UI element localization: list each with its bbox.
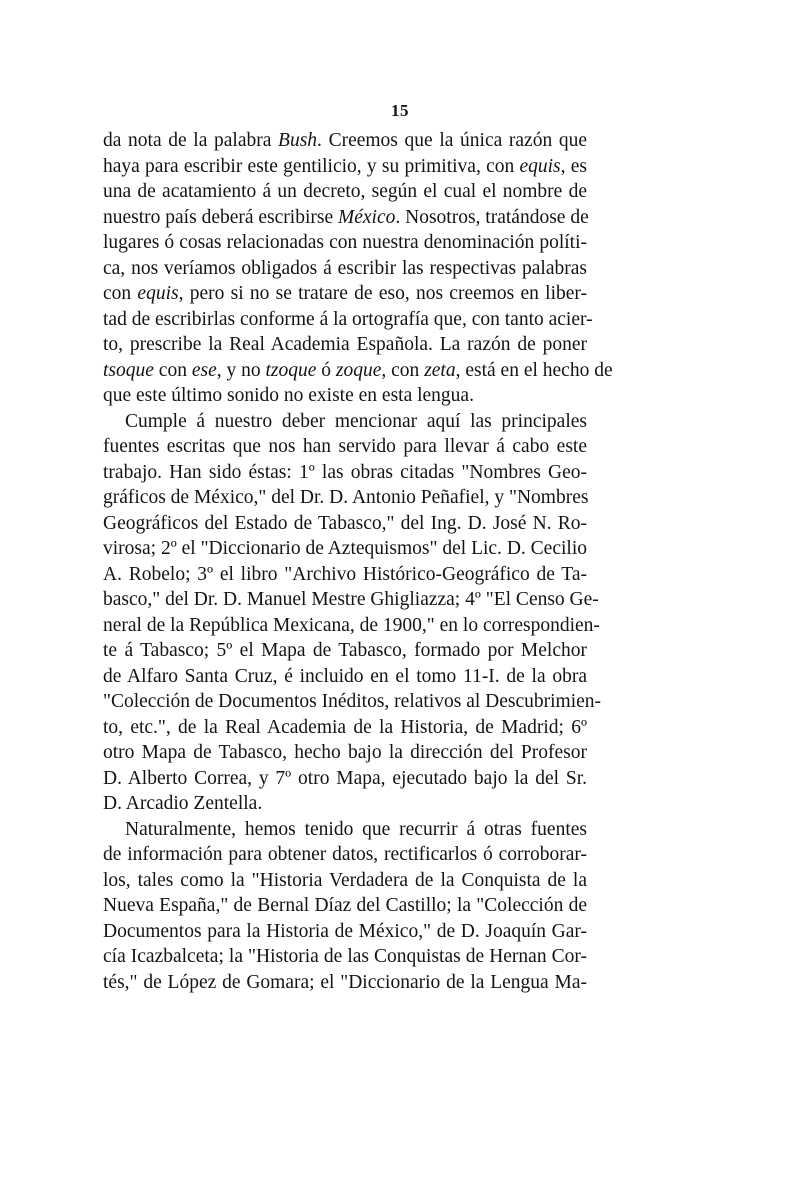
text-line: Documentos para la Historia de México," de D. Joaquín Gar- bbox=[103, 920, 587, 942]
text-line: da nota de la palabra Bush. Creemos que la única razón que bbox=[103, 130, 587, 151]
text-line: tad de escribirlas conforme á la ortografía que, con tanto acier- bbox=[103, 308, 593, 330]
text-line: Geográficos del Estado de Tabasco," del Ing. D. José N. Ro- bbox=[103, 512, 587, 534]
text-line: D. Alberto Correa, y 7º otro Mapa, ejecutado bajo la del Sr. bbox=[103, 767, 587, 789]
text-line: fuentes escritas que nos han servido para llevar á cabo este bbox=[103, 436, 587, 457]
text-line: tsoque con ese, y no tzoque ó zoque, con zeta, está en el hecho de bbox=[103, 359, 613, 381]
paragraph-first-line: Naturalmente, hemos tenido que recurrir á otras fuentes bbox=[125, 818, 587, 840]
text-line: ca, nos veríamos obligados á escribir las respectivas palabras bbox=[103, 257, 587, 279]
text-line: te á Tabasco; 5º el Mapa de Tabasco, formado por Melchor bbox=[103, 640, 587, 661]
text-line: con equis, pero si no se tratare de eso, nos creemos en liber- bbox=[103, 283, 588, 304]
text-line: "Colección de Documentos Inéditos, relativos al Descubrimien- bbox=[103, 691, 602, 712]
paragraph-first-line: Cumple á nuestro deber mencionar aquí las principales bbox=[125, 410, 587, 432]
text-line: to, etc.", de la Real Academia de la Historia, de Madrid; 6º bbox=[103, 716, 587, 738]
text-line: trabajo. Han sido éstas: 1º las obras citadas "Nombres Geo- bbox=[103, 461, 587, 483]
text-line: de información para obtener datos, rectificarlos ó corroborar- bbox=[103, 844, 587, 865]
text-line: D. Arcadio Zentella. bbox=[103, 793, 263, 814]
text-line: haya para escribir este gentilicio, y su primitiva, con equis, es bbox=[103, 155, 588, 177]
text-line: otro Mapa de Tabasco, hecho bajo la dirección del Profesor bbox=[103, 742, 587, 763]
text-line: que este último sonido no existe en esta lengua. bbox=[103, 385, 474, 406]
text-line: nuestro país deberá escribirse México. Nosotros, tratándose de bbox=[103, 206, 589, 228]
page-number: 15 bbox=[391, 101, 409, 120]
text-line: cía Icazbalceta; la "Historia de las Conquistas de Hernan Cor- bbox=[103, 946, 587, 967]
text-line: to, prescribe la Real Academia Española. La razón de poner bbox=[103, 334, 587, 355]
text-line: una de acatamiento á un decreto, según el cual el nombre de bbox=[103, 181, 587, 202]
text-line: los, tales como la "Historia Verdadera de la Conquista de la bbox=[103, 869, 587, 891]
text-line: gráficos de México," del Dr. D. Antonio Peñafiel, y "Nombres bbox=[103, 487, 589, 508]
body-text bbox=[103, 128, 613, 995]
text-line: tés," de López de Gomara; el "Diccionario de la Lengua Ma- bbox=[103, 971, 587, 993]
text-line: lugares ó cosas relacionadas con nuestra denominación políti- bbox=[103, 232, 587, 253]
text-line: de Alfaro Santa Cruz, é incluido en el tomo 11-I. de la obra bbox=[103, 665, 587, 687]
text-line: neral de la República Mexicana, de 1900," en lo correspondien- bbox=[103, 614, 600, 636]
text-line: basco," del Dr. D. Manuel Mestre Ghigliazza; 4º "El Censo Ge- bbox=[103, 589, 599, 610]
text-line: A. Robelo; 3º el libro "Archivo Histórico-Geográfico de Ta- bbox=[103, 563, 587, 585]
text-line: Nueva España," de Bernal Díaz del Castillo; la "Colección de bbox=[103, 895, 587, 916]
text-line: virosa; 2º el "Diccionario de Aztequismos" del Lic. D. Cecilio bbox=[103, 538, 587, 559]
